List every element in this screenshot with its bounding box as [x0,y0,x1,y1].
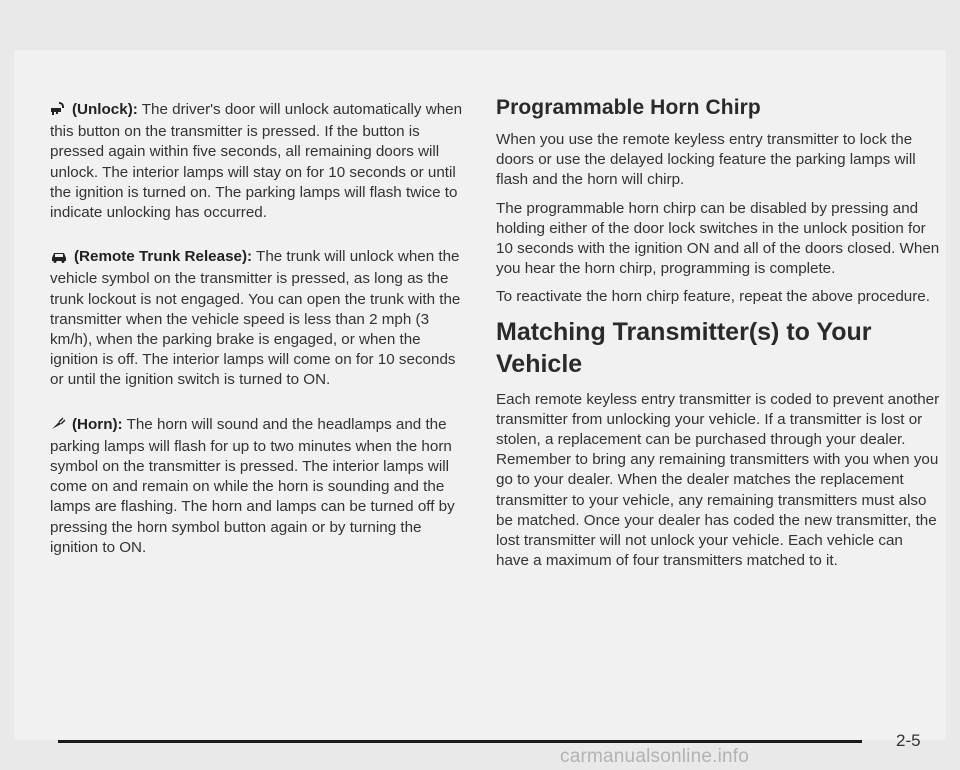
vehicle-icon [50,249,68,269]
unlock-label: (Unlock): [72,101,138,118]
unlock-paragraph [50,100,470,223]
horn-chirp-paragraph-3: To reactivate the horn chirp feature, repeat the above procedure. [496,288,930,306]
unlock-key-icon [50,102,66,122]
horn-icon [50,417,66,437]
page-number: 2-5 [896,731,921,750]
matching-paragraph: Each remote keyless entry transmitter is coded to prevent another transmitter from unlocking your vehicle. If a transmitter is lost or stolen, a replacement can be purchased through your dealer. Remember to bring any remaining transmitters with you when you go to your dealer. When the dealer matches the replacement transmitter to your vehicle, any remaining transmitters must also be matched. Once your dealer has coded the new transmitter, the lost transmitter will not unlock your vehicle. Each vehicle can have a maximum of four transmitters matched to it. [496,390,940,570]
trunk-label: (Remote Trunk Release): [74,248,253,266]
manual-page [14,50,946,750]
horn-text: The horn will sound and the headlamps and the parking lamps will flash for up to two minutes when the horn symbol on the transmitter is pressed. The interior lamps will come on and remain on while the horn is sounding and the lamps are flashing. The horn and lamps can be turned off by pressing the horn symbol button again or by turning the ignition to ON. [50,415,455,556]
footer-rule [58,740,862,743]
horn-chirp-paragraph-1: When you use the remote keyless entry transmitter to lock the doors or use the delayed locking feature the parking lamps will flash and the horn will chirp. [496,131,916,189]
trunk-text: The trunk will unlock when the vehicle symbol on the transmitter is pressed, as long as the trunk lockout is not engaged. You can open the trunk with the transmitter when the vehicle speed is less than 2 mph (3 km/h), when the parking brake is engaged, or when the ignition is off. The interior lamps will come on for 10 seconds or until the ignition switch is turned to ON. [50,248,461,389]
unlock-text: The driver's door will unlock automatically when this button on the transmitter is pressed. If the button is pressed again within five seconds, all remaining doors will unlock. The interior lamps will stay on for 10 seconds or until the ignition is turned on. The parking lamps will flash twice to indicate unlocking has occurred. [50,101,463,222]
heading-programmable-horn-chirp: Programmable Horn Chirp [496,96,761,119]
right-column [496,96,940,579]
trunk-paragraph [50,247,470,390]
left-column [50,100,470,574]
watermark: carmanualsonline.info [560,746,750,767]
horn-chirp-paragraph-2: The programmable horn chirp can be disabled by pressing and holding either of the door lock switches in the unlock position for 10 seconds with the ignition ON and all of the doors closed. When you hear the horn chirp, programming is complete. [496,199,940,278]
heading-matching-transmitters: Matching Transmitter(s) to Your Vehicle [496,317,872,378]
horn-paragraph [50,415,470,558]
horn-label: (Horn): [72,415,123,433]
